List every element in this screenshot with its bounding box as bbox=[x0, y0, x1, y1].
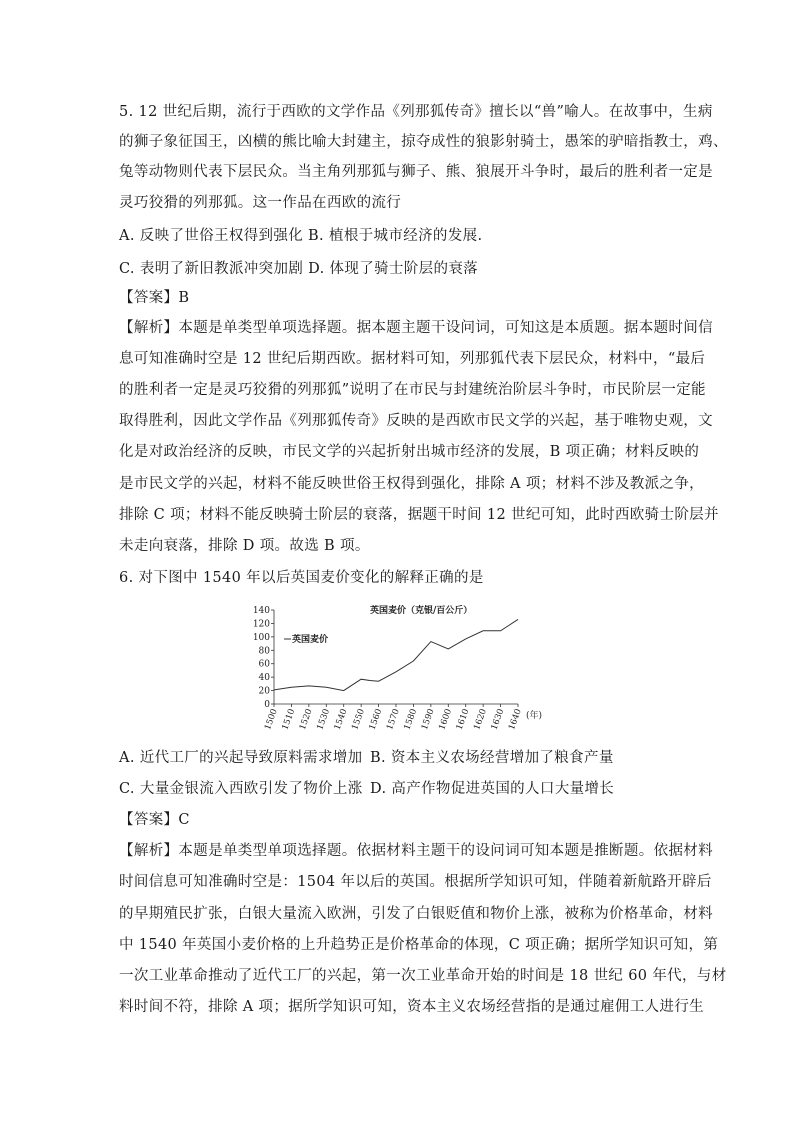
chart-y-ticks bbox=[253, 606, 274, 710]
q5-stem-line-3: 兔等动物则代表下层民众。当主角列那狐与狮子、熊、狼展开斗争时，最后的胜利者一定是 bbox=[119, 164, 713, 180]
chart-x-tick-label: 1630 bbox=[489, 707, 507, 732]
chart-x-tick-label: 1590 bbox=[419, 707, 437, 732]
q5-answer: 【答案】B bbox=[119, 290, 190, 306]
chart-x-tick-label: 1520 bbox=[297, 707, 315, 732]
q6-analysis-line-5: 一次工业革命推动了近代工厂的兴起，第一次工业革命开始的时间是 18 世纪 60 年代，与材 bbox=[119, 968, 727, 984]
chart-series-line bbox=[274, 619, 518, 690]
chart-y-tick-label: 60 bbox=[258, 659, 270, 670]
q5-analysis-line-4: 取得胜利，因此文学作品《列那狐传奇》反映的是西欧市民文学的兴起，基于唯物史观，文 bbox=[119, 413, 713, 429]
q6-option-c: C. 大量金银流入西欧引发了物价上涨 bbox=[119, 781, 363, 797]
chart-x-tick-label: 1570 bbox=[385, 707, 402, 732]
chart-x-tick-label: 1510 bbox=[280, 707, 298, 732]
chart-series bbox=[274, 619, 518, 690]
q6-analysis-line-4: 中 1540 年英国小麦价格的上升趋势正是价格革命的体现，C 项正确；据所学知识可知，第 bbox=[119, 937, 719, 953]
q6-option-b: B. 资本主义农场经营增加了粮食产量 bbox=[370, 750, 614, 766]
chart-y-tick-label: 140 bbox=[252, 606, 270, 616]
q6-analysis-line-2: 时间信息可知准确时空是：1504 年以后的英国。根据所学知识可知，伴随着新航路开辟后 bbox=[119, 874, 712, 890]
q6-stem: 6. 对下图中 1540 年以后英国麦价变化的解释正确的是 bbox=[119, 570, 484, 586]
chart-legend-label: 英国麦价 bbox=[292, 635, 329, 645]
q6-option-a: A. 近代工厂的兴起导致原料需求增加 bbox=[119, 750, 363, 766]
chart-x-tick-label: 1610 bbox=[454, 707, 472, 732]
q6-analysis-line-3: 的早期殖民扩张，白银大量流入欧洲，引发了白银贬值和物价上涨，被称为价格革命，材料 bbox=[119, 906, 713, 922]
q5-analysis-line-8: 未走向衰落，排除 D 项。故选 B 项。 bbox=[119, 538, 370, 554]
q5-analysis-line-6: 是市民文学的兴起，材料不能反映世俗王权得到强化，排除 A 项；材料不涉及教派之争， bbox=[119, 476, 705, 492]
chart-x-ticks bbox=[263, 704, 524, 731]
chart-y-tick-label: 120 bbox=[252, 619, 270, 630]
q5-option-ab: A. 反映了世俗王权得到强化 B. 植根于城市经济的发展. bbox=[119, 228, 483, 244]
chart-x-tick-label: 1580 bbox=[402, 707, 420, 732]
q5-analysis-line-2: 息可知准确时空是 12 世纪后期西欧。据材料可知，列那狐代表下层民众，材料中，“最后 bbox=[119, 351, 706, 367]
chart-x-tick-label: 1560 bbox=[367, 707, 385, 732]
chart-title: 英国麦价（克银/百公斤） bbox=[370, 606, 473, 616]
chart-x-axis-label: (年) bbox=[526, 711, 543, 721]
chart-x-tick-label: 1530 bbox=[315, 707, 333, 732]
chart-axes bbox=[274, 610, 518, 704]
q5-stem-line-4: 灵巧狡猾的列那狐。这一作品在西欧的流行 bbox=[119, 195, 402, 211]
q5-analysis-line-5: 化是对政治经济的反映，市民文学的兴起折射出城市经济的发展，B 项正确；材料反映的 bbox=[119, 444, 700, 460]
q6-answer: 【答案】C bbox=[119, 812, 190, 828]
chart-x-tick-label: 1640 bbox=[507, 707, 524, 732]
chart-x-tick-label: 1500 bbox=[263, 707, 280, 732]
q6-analysis-line-1: 【解析】本题是单类型单项选择题。依据材料主题干的设问词可知本题是推断题。依据材料 bbox=[119, 843, 713, 859]
chart-y-tick-label: 20 bbox=[258, 686, 270, 697]
q6-option-d: D. 高产作物促进英国的人口大量增长 bbox=[370, 781, 615, 797]
q6-analysis-line-6: 料时间不符，排除 A 项；据所学知识可知，资本主义农场经营指的是通过雇佣工人进行生 bbox=[119, 999, 705, 1015]
q5-option-cd: C. 表明了新旧教派冲突加剧 D. 体现了骑士阶层的衰落 bbox=[119, 261, 479, 277]
q5-analysis-line-1: 【解析】本题是单类型单项选择题。据本题主题干设问词，可知这是本质题。据本题时间信 bbox=[119, 320, 713, 336]
chart-x-tick-label: 1620 bbox=[472, 707, 489, 732]
q5-analysis-line-7: 排除 C 项；材料不能反映骑士阶层的衰落，据题干时间 12 世纪可知，此时西欧骑士阶层并 bbox=[119, 507, 719, 523]
q5-stem-line-1: 5. 12 世纪后期，流行于西欧的文学作品《列那狐传奇》擅长以“兽”喻人。在故事中，生病 bbox=[119, 104, 713, 120]
wheat-price-chart bbox=[250, 600, 550, 740]
chart-x-tick-label: 1600 bbox=[437, 707, 455, 732]
chart-y-tick-label: 40 bbox=[258, 673, 270, 684]
chart-x-tick-label: 1550 bbox=[350, 707, 367, 732]
q5-analysis-line-3: 的胜利者一定是灵巧狡猾的列那狐”说明了在市民与封建统治阶层斗争时，市民阶层一定能 bbox=[119, 382, 706, 398]
q5-stem-line-2: 的狮子象征国王，凶横的熊比喻大封建主，掠夺成性的狼影射骑士，愚笨的驴暗指教士，鸡、 bbox=[119, 134, 728, 150]
chart-y-tick-label: 100 bbox=[252, 632, 270, 643]
chart-y-tick-label: 80 bbox=[258, 646, 270, 657]
chart-y-tick-label: 0 bbox=[264, 700, 270, 710]
chart-x-tick-label: 1540 bbox=[332, 707, 350, 732]
